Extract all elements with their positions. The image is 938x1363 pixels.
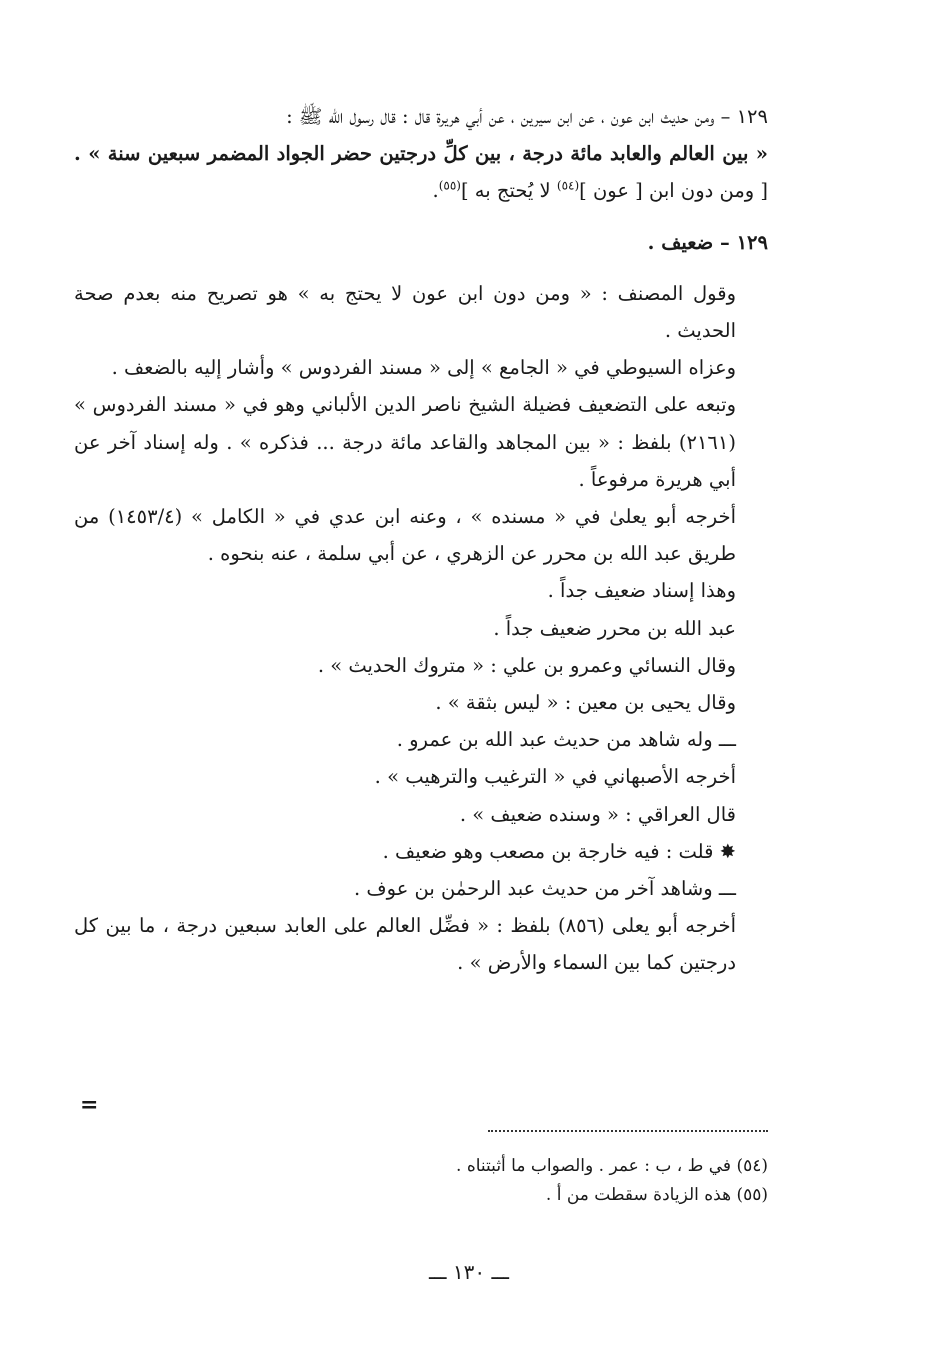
paragraph: وقول المصنف : « ومن دون ابن عون لا يحتج به » هو تصريح منه بعدم صحة الحديث . xyxy=(74,281,736,343)
paragraph: قال العراقي : « وسنده ضعيف » . xyxy=(459,802,736,826)
ruling-heading: ١٢٩ – ضعيف . xyxy=(647,230,768,254)
paragraph: عبد الله بن محرر ضعيف جداً . xyxy=(493,616,736,640)
hadith-note-mid: لا يُحتج به ] xyxy=(460,179,557,203)
hadith-note-open: [ ومن دون ابن [ عون ] xyxy=(579,179,768,203)
footnote-ref-55[interactable]: (٥٥) xyxy=(438,178,461,193)
footnote-54: (٥٤) في ط ، ب : عمر . والصواب ما أثبتناه . xyxy=(456,1156,768,1176)
footnote-separator xyxy=(488,1130,768,1132)
paragraph: وتبعه على التضعيف فضيلة الشيخ ناصر الدين الألباني وهو في « مسند الفردوس » (٢١٦١) بلفظ : « بين المجاهد والقاعد مائة درجة ... فذكره » . وله إسناد آخر عن أبي هريرة مرفوعاً . xyxy=(74,393,736,491)
paragraph: ✸ قلت : فيه خارجة بن مصعب وهو ضعيف . xyxy=(382,839,736,863)
paragraph: أخرجه الأصبهاني في « الترغيب والترهيب » . xyxy=(374,765,736,789)
main-text xyxy=(74,98,768,982)
hadith-body: « بين العالم والعابد مائة درجة ، بين كلِّ درجتين حضر الجواد المضمر سبعين سنة » . xyxy=(74,142,768,166)
footnote-55: (٥٥) هذه الزيادة سقطت من أ . xyxy=(545,1185,768,1205)
paragraph: وعزاه السيوطي في « الجامع » إلى « مسند الفردوس » وأشار إليه بالضعف . xyxy=(111,356,736,380)
paragraph: ـــ وشاهد آخر من حديث عبد الرحمٰن بن عوف . xyxy=(354,877,736,901)
continuation-mark: = xyxy=(80,1092,99,1118)
paragraph: أخرجه أبو يعلىٰ في « مسنده » ، وعنه ابن عدي في « الكامل » (١٤٥٣/٤) من طريق عبد الله بن محرر عن الزهري ، عن أبي سلمة ، عنه بنحوه . xyxy=(74,505,736,566)
footnote-ref-54[interactable]: (٥٤) xyxy=(556,178,580,193)
hadith-intro: ١٢٩ – ومن حديث ابن عون ، عن ابن سيرين ، عن أبي هريرة قال : قال رسول الله ﷺ : xyxy=(286,105,768,128)
paragraph: وهذا إسناد ضعيف جداً . xyxy=(547,579,736,603)
paragraph: أخرجه أبو يعلى (٨٥٦) بلفظ : « فضِّل العالم على العابد سبعين درجة ، ما بين كل درجتين كما بين السماء والأرض » . xyxy=(74,914,736,975)
paragraph: ـــ وله شاهد من حديث عبد الله بن عمرو . xyxy=(396,728,736,752)
hadith-note-end: . xyxy=(432,179,439,203)
footnotes xyxy=(74,1152,768,1210)
paragraph: وقال النسائي وعمرو بن علي : « متروك الحديث » . xyxy=(317,653,736,677)
paragraph: وقال يحيى بن معين : « ليس بثقة » . xyxy=(435,691,736,715)
page-number: ـــ ١٣٠ ـــ xyxy=(428,1260,510,1284)
hadith-text xyxy=(74,135,768,209)
